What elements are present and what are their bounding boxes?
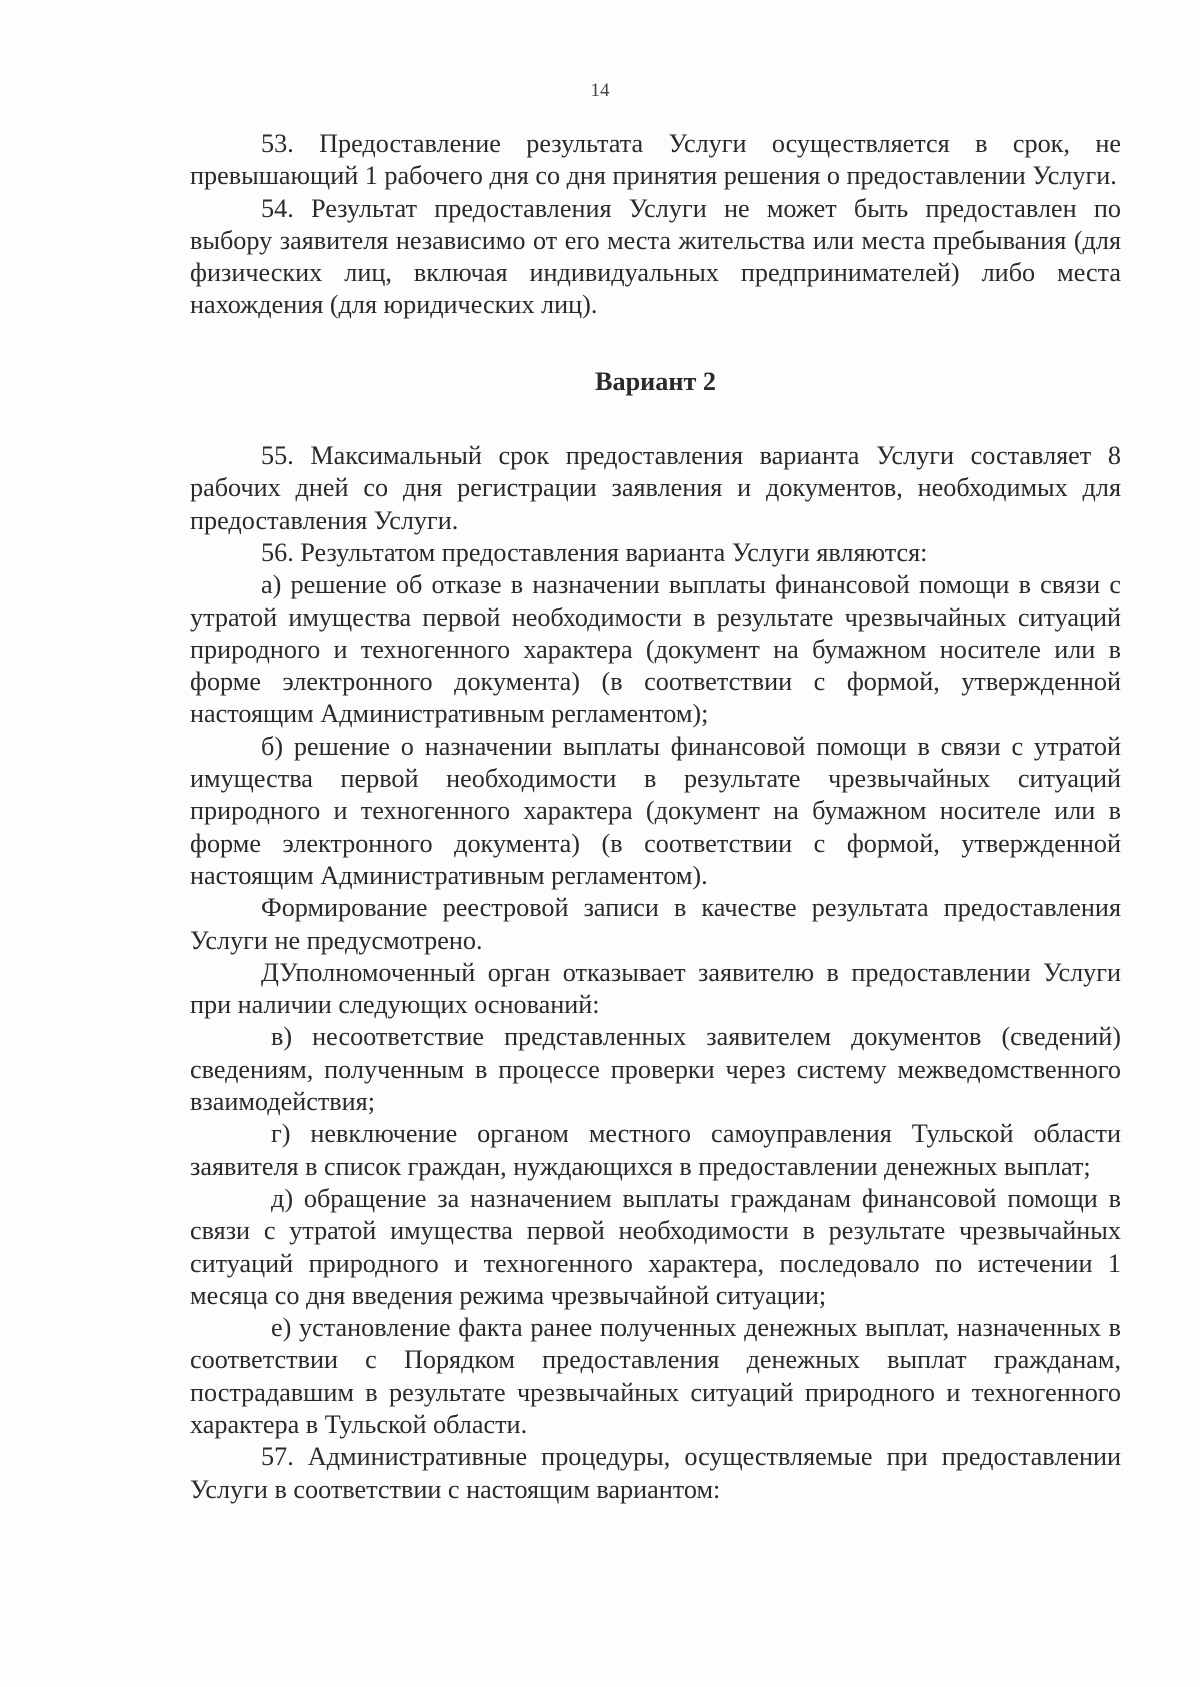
section-title: Вариант 2	[595, 366, 716, 396]
paragraph-registry-note: Формирование реестровой записи в качестве результата предоставления Услуги не предусмотрено.	[190, 893, 1121, 955]
list-item-g: г) невключение органом местного самоуправления Тульской области заявителя в список граждан, нуждающихся в предоставлении денежных выплат;	[190, 1119, 1121, 1181]
document-body	[190, 128, 1121, 1506]
paragraph-refusal-grounds: ДУполномоченный орган отказывает заявителю в предоставлении Услуги при наличии следующих оснований:	[190, 957, 1121, 1020]
paragraph-56: 56. Результатом предоставления варианта Услуги являются:	[261, 537, 928, 567]
paragraph-55: 55. Максимальный срок предоставления варианта Услуги составляет 8 рабочих дней со дня регистрации заявления и документов, необходимых для предоставления Услуги.	[190, 441, 1121, 535]
list-item-e: е) установление факта ранее полученных денежных выплат, назначенных в соответствии с Порядком предоставления денежных выплат гражданам, пострадавшим в результате чрезвычайных ситуаций природного и техногенного характера в Тульской области.	[190, 1313, 1121, 1439]
paragraph-57: 57. Административные процедуры, осуществляемые при предоставлении Услуги в соответствии с настоящим вариантом:	[190, 1442, 1121, 1504]
list-item-b: б) решение о назначении выплаты финансовой помощи в связи с утратой имущества первой необходимости в результате чрезвычайных ситуаций природного и техногенного характера (документ на бумажном носителе или в форме электронного документа) (в соответствии с формой, утвержденной настоящим Административным регламентом).	[190, 731, 1121, 890]
paragraph-53: 53. Предоставление результата Услуги осуществляется в срок, не превышающий 1 рабочего дня со дня принятия решения о предоставлении Услуги.	[190, 129, 1121, 191]
list-item-d: д) обращение за назначением выплаты гражданам финансовой помощи в связи с утратой имущества первой необходимости в результате чрезвычайных ситуаций природного и техногенного характера, последовало по истечении 1 месяца со дня введения режима чрезвычайной ситуации;	[190, 1183, 1121, 1310]
paragraph-54: 54. Результат предоставления Услуги не может быть предоставлен по выбору заявителя независимо от его места жительства или места пребывания (для физических лиц, включая индивидуальных предпринимателей) либо места нахождения (для юридических лиц).	[190, 193, 1121, 320]
page-number: 14	[590, 80, 610, 101]
list-item-a: а) решение об отказе в назначении выплаты финансовой помощи в связи с утратой имущества первой необходимости в результате чрезвычайных ситуаций природного и техногенного характера (документ на бумажном носителе или в форме электронного документа) (в соответствии с формой, утвержденной настоящим Административным регламентом);	[190, 570, 1121, 729]
list-item-v: в) несоответствие представленных заявителем документов (сведений) сведениям, полученным в процессе проверки через систему межведомственного взаимодействия;	[190, 1022, 1121, 1117]
